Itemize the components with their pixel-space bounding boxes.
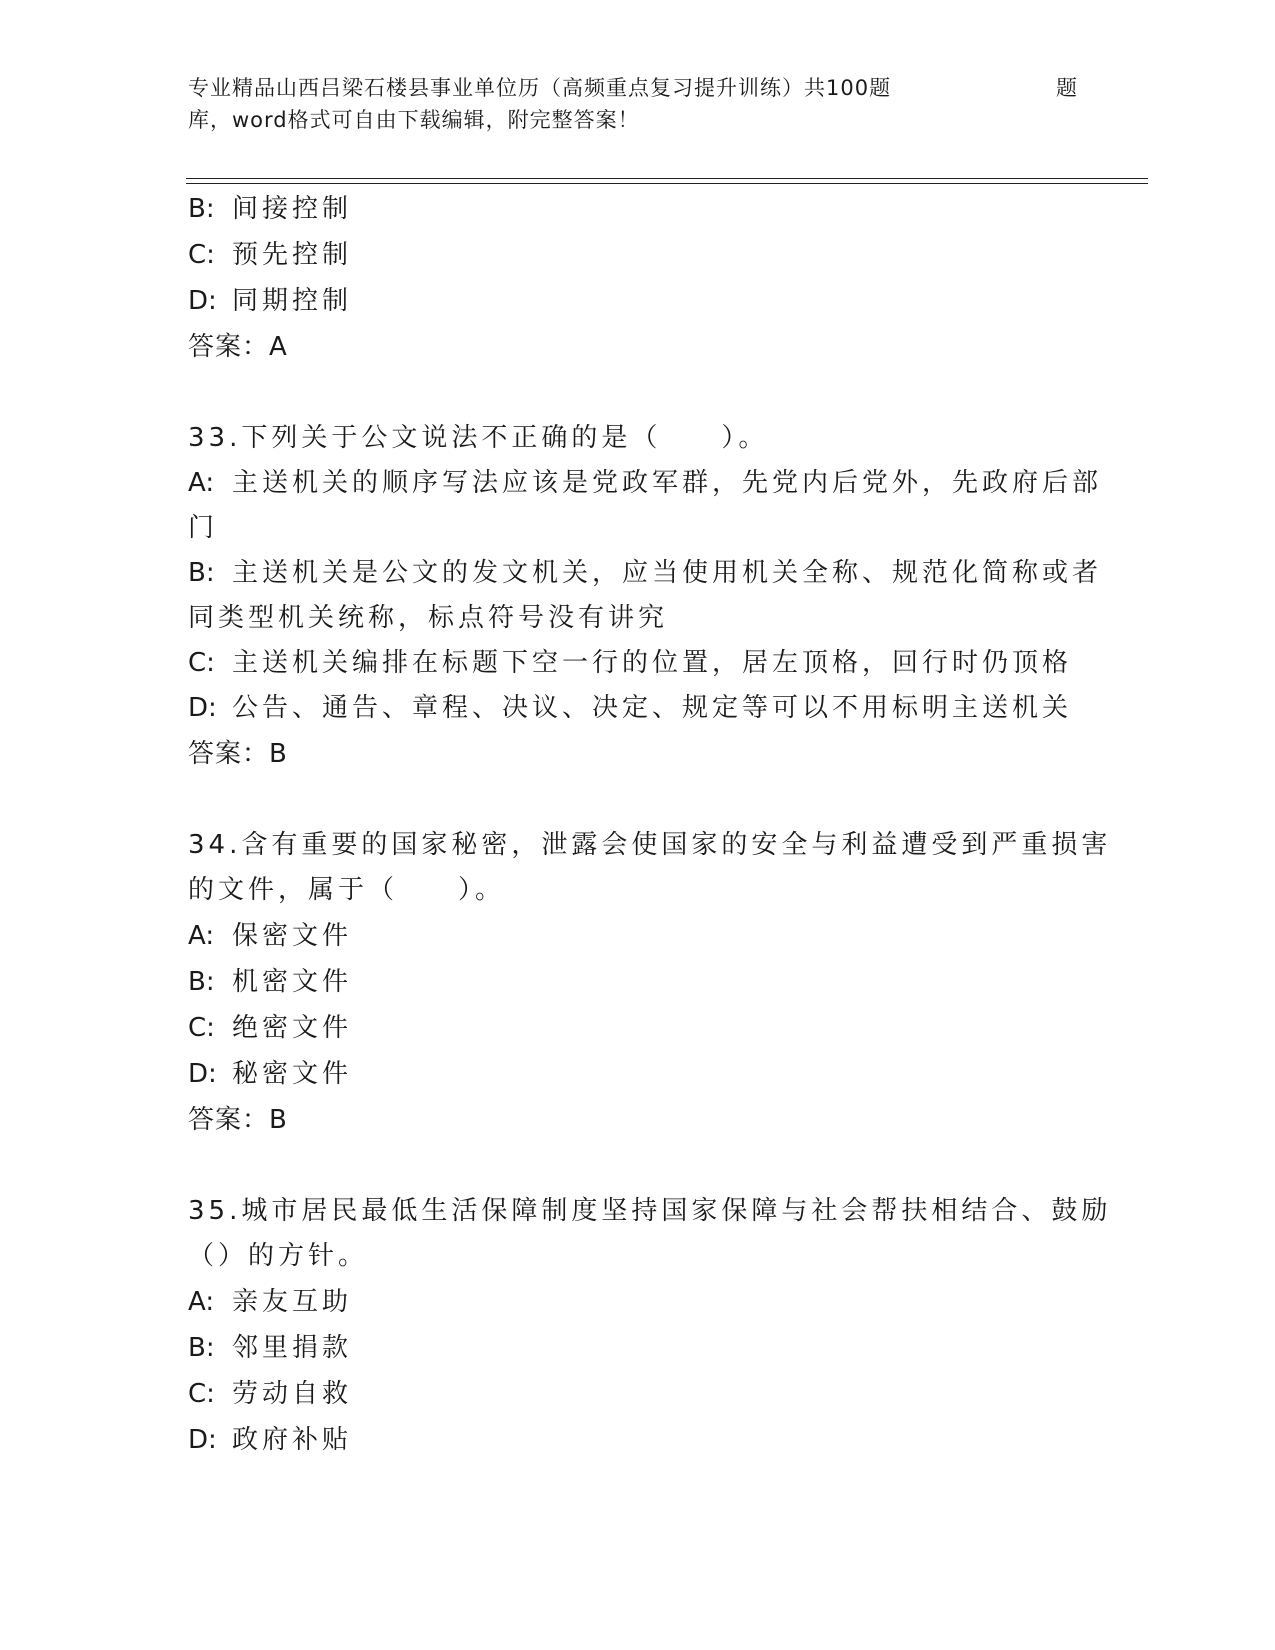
page-header xyxy=(188,72,1088,136)
option-text: 邻里捐款 xyxy=(232,1333,353,1363)
question-stem: 34.含有重要的国家秘密，泄露会使国家的安全与利益遭受到严重损害 xyxy=(188,830,1112,860)
option-row xyxy=(188,1279,1088,1325)
option-key: A: xyxy=(188,921,215,951)
option-key: D: xyxy=(188,1425,217,1455)
question-stem: 35.城市居民最低生活保障制度坚持国家保障与社会帮扶相结合、鼓励 xyxy=(188,1196,1112,1226)
question-content xyxy=(188,186,1112,1463)
option-text: 亲友互助 xyxy=(232,1287,353,1317)
option-text-continued: 门 xyxy=(188,513,219,543)
option-text: 主送机关的顺序写法应该是党政军群，先党内后党外，先政府后部 xyxy=(232,468,1103,498)
question-stem: 33.下列关于公文说法不正确的是（ ）。 xyxy=(188,423,769,453)
option-text-continued: 同类型机关统称，标点符号没有讲究 xyxy=(188,603,669,633)
header-rule-bottom xyxy=(186,183,1148,184)
option-text: 政府补贴 xyxy=(232,1425,353,1455)
option-key: D: xyxy=(188,1059,217,1089)
option-key: B: xyxy=(188,1333,215,1363)
option-key: D: xyxy=(188,286,217,316)
option-text: 主送机关是公文的发文机关，应当使用机关全称、规范化简称或者 xyxy=(232,558,1103,588)
option-row xyxy=(188,1005,1088,1051)
answer-line: 答案：B xyxy=(188,739,288,769)
option-key: B: xyxy=(188,194,215,224)
option-key: A: xyxy=(188,1287,215,1317)
option-key: C: xyxy=(188,648,215,678)
option-text: 绝密文件 xyxy=(232,1013,353,1043)
spacer xyxy=(188,777,1088,823)
option-row xyxy=(188,186,1088,232)
option-key: C: xyxy=(188,240,215,270)
option-row xyxy=(188,1417,1088,1463)
header-line-1 xyxy=(188,72,1088,104)
option-row xyxy=(188,551,1103,596)
option-key: D: xyxy=(188,693,217,723)
option-row xyxy=(188,1051,1088,1097)
spacer xyxy=(188,370,1088,416)
option-text: 同期控制 xyxy=(232,286,353,316)
option-text: 间接控制 xyxy=(232,194,353,224)
option-text: 公告、通告、章程、决议、决定、规定等可以不用标明主送机关 xyxy=(232,693,1073,723)
option-text: 保密文件 xyxy=(232,921,353,951)
option-row xyxy=(188,232,1088,278)
question-stem-continued: 的文件，属于（ ）。 xyxy=(188,875,506,905)
header-title-tail: 题 xyxy=(1056,76,1078,100)
header-line-2: 库，word格式可自由下载编辑，附完整答案！ xyxy=(188,108,640,132)
option-row xyxy=(188,278,1088,324)
option-key: B: xyxy=(188,967,215,997)
option-row xyxy=(188,1325,1088,1371)
question-stem-continued: （）的方针。 xyxy=(188,1241,369,1271)
option-text: 预先控制 xyxy=(232,240,353,270)
option-key: A: xyxy=(188,468,215,498)
option-key: B: xyxy=(188,558,215,588)
spacer xyxy=(188,1143,1088,1189)
option-text: 秘密文件 xyxy=(232,1059,353,1089)
option-text: 劳动自救 xyxy=(232,1379,353,1409)
option-key: C: xyxy=(188,1013,215,1043)
option-text: 主送机关编排在标题下空一行的位置，居左顶格，回行时仍顶格 xyxy=(232,648,1073,678)
option-row xyxy=(188,686,1088,731)
option-row xyxy=(188,461,1103,506)
option-row xyxy=(188,1371,1088,1417)
answer-line: 答案：B xyxy=(188,1105,288,1135)
header-rule-top xyxy=(186,178,1148,179)
answer-line: 答案：A xyxy=(188,332,288,362)
option-row xyxy=(188,641,1088,686)
option-row xyxy=(188,959,1088,1005)
header-title: 专业精品山西吕梁石楼县事业单位历（高频重点复习提升训练）共100题 xyxy=(188,76,892,100)
option-row xyxy=(188,913,1088,959)
option-key: C: xyxy=(188,1379,215,1409)
option-text: 机密文件 xyxy=(232,967,353,997)
